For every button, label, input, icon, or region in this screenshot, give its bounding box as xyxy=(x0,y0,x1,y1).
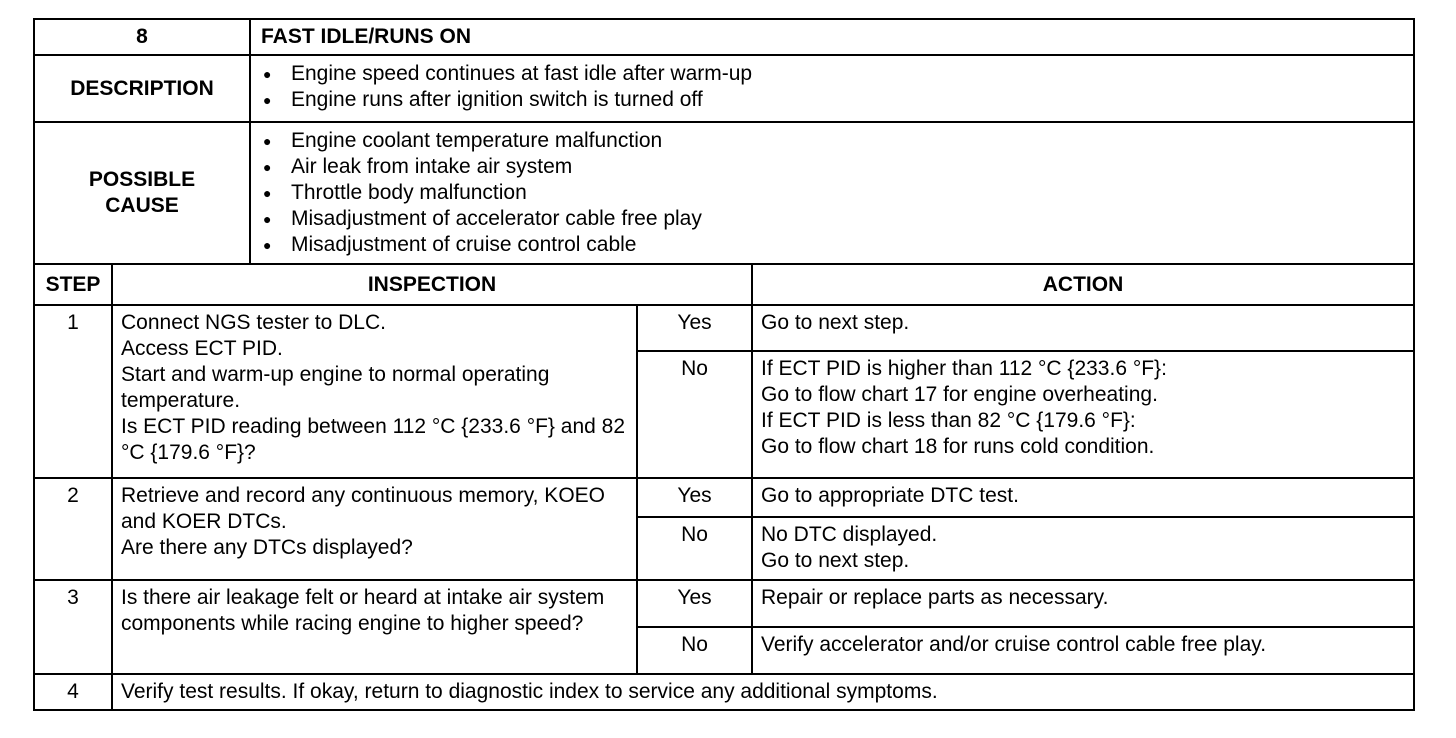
inspection-line: Are there any DTCs displayed? xyxy=(121,536,413,559)
possible-cause-label-line1: POSSIBLE xyxy=(88,168,196,191)
action-line: If ECT PID is less than 82 °C {179.6 °F}: xyxy=(761,409,1136,432)
list-item: ● Engine speed continues at fast idle after warm-up xyxy=(263,61,1405,87)
step-number: 1 xyxy=(34,305,112,478)
table-row xyxy=(34,478,1414,517)
page-title: FAST IDLE/RUNS ON xyxy=(250,19,1414,55)
header-row xyxy=(34,19,1414,55)
step-column-header: STEP xyxy=(34,264,112,305)
action-line: Go to next step. xyxy=(761,549,910,572)
step-inspection xyxy=(112,478,637,580)
no-label: No xyxy=(637,517,752,580)
inspection-line: Connect NGS tester to DLC. xyxy=(121,311,386,334)
description-row xyxy=(34,55,1414,122)
action-line: Go to flow chart 18 for runs cold condition. xyxy=(761,435,1155,458)
step-inspection: Verify test results. If okay, return to diagnostic index to service any additional symptoms. xyxy=(112,674,1414,710)
action-line: Go to flow chart 17 for engine overheating. xyxy=(761,383,1158,406)
table-row xyxy=(34,674,1414,710)
no-label: No xyxy=(637,351,752,478)
action-line: No DTC displayed. xyxy=(761,523,938,546)
action-line: Go to next step. xyxy=(761,311,910,334)
no-action xyxy=(752,517,1414,580)
yes-action xyxy=(752,580,1414,627)
inspection-line: Is ECT PID reading between 112 °C {233.6 °F} and 82 °C {179.6 °F}? xyxy=(121,415,625,464)
list-item: ● Engine runs after ignition switch is turned off xyxy=(263,87,1405,113)
possible-cause-label xyxy=(34,122,250,264)
possible-cause-list xyxy=(251,123,1413,263)
no-action xyxy=(752,627,1414,674)
possible-cause-cell xyxy=(250,122,1414,264)
possible-cause-label-line2: CAUSE xyxy=(105,194,179,217)
yes-action xyxy=(752,478,1414,517)
step-number: 4 xyxy=(34,674,112,710)
yes-label: Yes xyxy=(637,478,752,517)
table-row xyxy=(34,580,1414,627)
description-list xyxy=(251,56,1413,118)
inspection-column-header: INSPECTION xyxy=(112,264,752,305)
possible-cause-row xyxy=(34,122,1414,264)
description-label: DESCRIPTION xyxy=(34,55,250,122)
inspection-line: Access ECT PID. xyxy=(121,337,283,360)
action-line: Verify accelerator and/or cruise control cable free play. xyxy=(761,633,1267,656)
inspection-line: Retrieve and record any continuous memory, KOEO and KOER DTCs. xyxy=(121,484,605,533)
step-number: 3 xyxy=(34,580,112,674)
inspection-line: Is there air leakage felt or heard at intake air system components while racing engine to higher speed? xyxy=(121,586,605,635)
list-item: ● Air leak from intake air system xyxy=(263,154,1405,180)
list-item: ● Misadjustment of cruise control cable xyxy=(263,232,1405,258)
yes-label: Yes xyxy=(637,305,752,351)
yes-label: Yes xyxy=(637,580,752,627)
action-line: Go to appropriate DTC test. xyxy=(761,484,1019,507)
no-label: No xyxy=(637,627,752,674)
no-action xyxy=(752,351,1414,478)
list-item: ● Engine coolant temperature malfunction xyxy=(263,128,1405,154)
inspection-line: Start and warm-up engine to normal operating temperature. xyxy=(121,363,550,412)
table-row xyxy=(34,305,1414,351)
list-item: ● Throttle body malfunction xyxy=(263,180,1405,206)
yes-action xyxy=(752,305,1414,351)
flowchart-number: 8 xyxy=(34,19,250,55)
action-column-header: ACTION xyxy=(752,264,1414,305)
step-inspection xyxy=(112,580,637,674)
troubleshooting-table xyxy=(33,18,1415,711)
step-inspection xyxy=(112,305,637,478)
column-header-row xyxy=(34,264,1414,305)
action-line: Repair or replace parts as necessary. xyxy=(761,586,1109,609)
action-line: If ECT PID is higher than 112 °C {233.6 °F}: xyxy=(761,357,1167,380)
description-cell xyxy=(250,55,1414,122)
list-item: ● Misadjustment of accelerator cable free play xyxy=(263,206,1405,232)
step-number: 2 xyxy=(34,478,112,580)
